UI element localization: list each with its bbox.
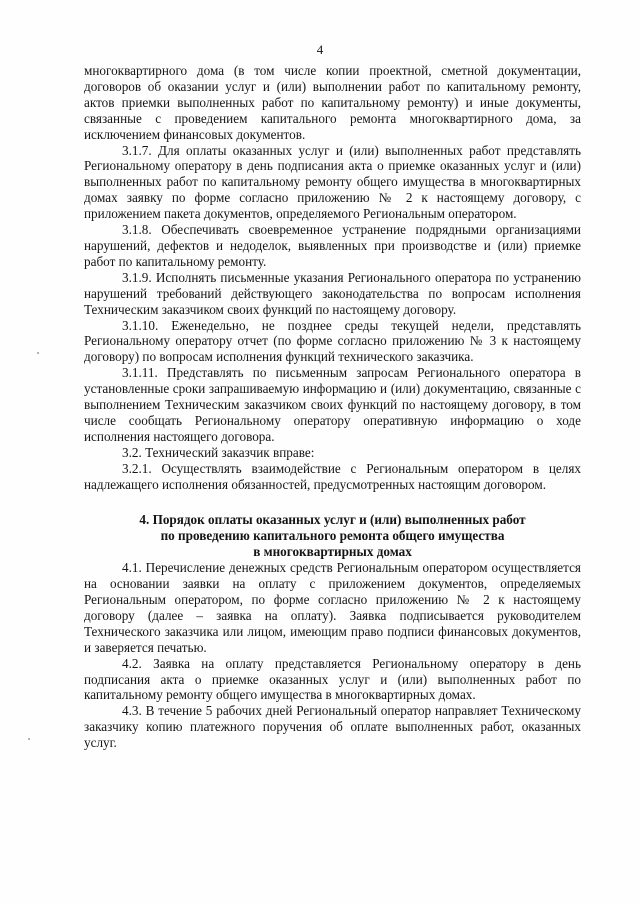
- section-heading-line-3: в многоквартирных домах: [253, 544, 412, 560]
- page-number: 4: [316, 42, 324, 57]
- paragraph-3-2: 3.2. Технический заказчик вправе:: [122, 444, 315, 460]
- paragraph-4-1: 4.1. Перечисление денежных средств Региональным оператором осуществляется на основании заявки на оплату с приложением документов, определяемых Региональным оператором, по форме согласно приложению № 2 к настоящему договору (далее – заявка на оплату). Заявка подписывается руководителем Технического заказчика или лицом, имеющим право подписи финансовых документов, и заверяется печатью.: [84, 560, 581, 655]
- paragraph-3-1-7: 3.1.7. Для оплаты оказанных услуг и (или) выполненных работ представлять Региональному оператору в день подписания акта о приемке оказанных услуг и (или) выполненных работ по капитальному ремонту общего имущества в многоквартирных домах заявку по форме согласно приложению № 2 к настоящему договору, с приложением пакета документов, определяемого Региональным оператором.: [84, 142, 581, 222]
- paragraph-continuation: многоквартирного дома (в том числе копии проектной, сметной документации, договоров об оказании услуг и (или) выполнении работ по капитальному ремонту, актов приемки выполненных работ по капитальному ремонту) и иные документы, связанные с проведением капитального ремонта многоквартирного дома, за исключением финансовых документов.: [84, 63, 581, 142]
- scan-speck: [28, 738, 30, 740]
- paragraph-3-1-8: 3.1.8. Обеспечивать своевременное устранение подрядными организациями нарушений, дефектов и недоделок, выявленных при производстве и (или) приемке работ по капитальному ремонту.: [84, 222, 581, 269]
- paragraph-3-1-9: 3.1.9. Исполнять письменные указания Регионального оператора по устранению нарушений требований действующего законодательства по вопросам исполнения Техническим заказчиком своих функций по настоящему договору.: [84, 269, 581, 317]
- section-heading-line-1: 4. Порядок оплаты оказанных услуг и (или) выполненных работ: [139, 512, 526, 528]
- paragraph-3-2-1: 3.2.1. Осуществлять взаимодействие с Региональным оператором в целях надлежащего исполнения обязанностей, предусмотренных настоящим договором.: [84, 460, 581, 492]
- section-4-heading: [84, 512, 581, 560]
- scan-speck: [37, 352, 39, 354]
- paragraph-3-1-11: 3.1.11. Представлять по письменным запросам Регионального оператора в установленные сроки запрашиваемую информацию и (или) документацию, связанные с выполнением Техническим заказчиком своих функций по настоящему договору, в том числе сообщать Региональному оператору оперативную информацию о ходе исполнения настоящего договора.: [84, 365, 581, 444]
- section-heading-line-2: по проведению капитального ремонта общего имущества: [160, 528, 505, 544]
- document-body: [84, 63, 581, 751]
- paragraph-4-3: 4.3. В течение 5 рабочих дней Региональный оператор направляет Техническому заказчику копию платежного поручения об оплате выполненных работ, оказанных услуг.: [84, 703, 581, 751]
- paragraph-4-2: 4.2. Заявка на оплату представляется Региональному оператору в день подписания акта о приемке оказанных услуг и (или) выполненных работ по капитальному ремонту общего имущества в многоквартирных домах.: [84, 655, 581, 703]
- paragraph-3-1-10: 3.1.10. Еженедельно, не позднее среды текущей недели, представлять Региональному оператору отчет (по форме согласно приложению № 3 к настоящему договору) по вопросам исполнения функций технического заказчика.: [84, 317, 581, 365]
